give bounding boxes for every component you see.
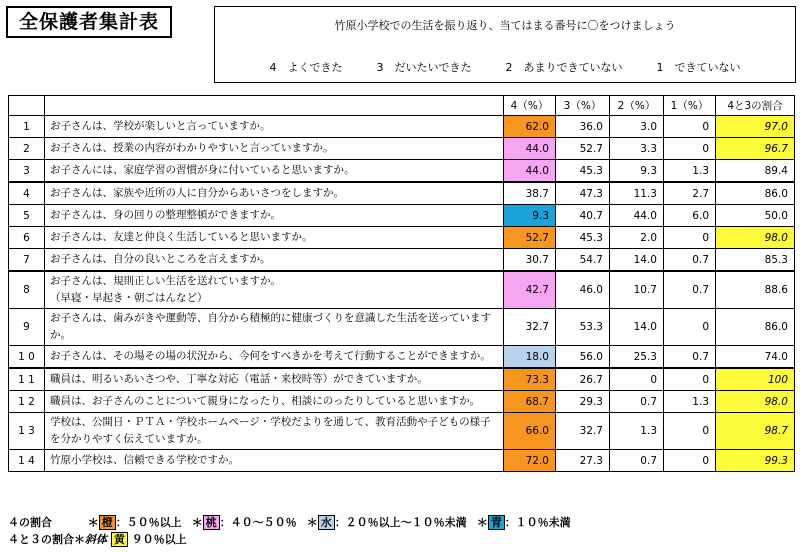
- value-3: 47.3: [556, 182, 610, 205]
- scale-2: 2 あまりできていない: [505, 61, 623, 74]
- value-1: 0: [664, 309, 716, 346]
- legend-item: [307, 516, 467, 529]
- value-2: 3.3: [610, 138, 664, 160]
- value-3: 32.7: [556, 413, 610, 450]
- row-number: 1 4: [9, 450, 45, 472]
- question-text: お子さんは、規則正しい生活を送れていますか。 （早寝・早起き・朝ごはんなど）: [45, 271, 504, 309]
- scale-3: 3 だいたいできた: [376, 61, 472, 74]
- legend-range: ：５０％以上: [115, 516, 182, 529]
- legend-item: [192, 516, 297, 529]
- value-2: 11.3: [610, 182, 664, 205]
- table-row: [9, 160, 795, 183]
- value-3: 36.0: [556, 116, 610, 138]
- ratio-4and3: 98.0: [716, 227, 795, 249]
- row-number: 6: [9, 227, 45, 249]
- legend: [8, 514, 581, 548]
- value-2: 14.0: [610, 309, 664, 346]
- legend-star: ＊: [191, 516, 203, 529]
- table-row: [9, 450, 795, 472]
- ratio-4and3: 74.0: [716, 346, 795, 369]
- question-text: お子さんは、自分の良いところを言えますか。: [45, 249, 504, 272]
- value-1: 1.3: [664, 160, 716, 183]
- legend-label-4: ４の割合: [8, 516, 52, 529]
- value-4: 66.0: [504, 413, 556, 450]
- question-text: お子さんは、歯みがきや運動等、自分から積極的に健康づくりを意識した生活を送っていますか。: [45, 309, 504, 346]
- scale-legend: [215, 59, 795, 75]
- header-3: 3（%）: [556, 96, 610, 116]
- legend-star: ＊: [306, 516, 318, 529]
- value-4: 72.0: [504, 450, 556, 472]
- page-title: 全保護者集計表: [6, 6, 172, 38]
- ratio-4and3: 96.7: [716, 138, 795, 160]
- row-number: 1 2: [9, 391, 45, 413]
- value-4: 30.7: [504, 249, 556, 272]
- header-4: 4（%）: [504, 96, 556, 116]
- value-4: 73.3: [504, 368, 556, 391]
- value-1: 0.7: [664, 249, 716, 272]
- value-3: 45.3: [556, 160, 610, 183]
- header-row: [9, 96, 795, 116]
- ratio-4and3: 88.6: [716, 271, 795, 309]
- legend-star: ＊: [87, 516, 99, 529]
- legend-label-43: ４と３の割合: [8, 533, 74, 546]
- value-2: 1.3: [610, 413, 664, 450]
- ratio-4and3: 99.3: [716, 450, 795, 472]
- value-1: 0.7: [664, 271, 716, 309]
- header-no: [9, 96, 45, 116]
- value-1: 1.3: [664, 391, 716, 413]
- legend-row-43: [8, 531, 581, 548]
- value-3: 26.7: [556, 368, 610, 391]
- row-number: 1 1: [9, 368, 45, 391]
- table-row: [9, 116, 795, 138]
- value-2: 3.0: [610, 116, 664, 138]
- header-ratio: 4と3の割合: [716, 96, 795, 116]
- value-3: 56.0: [556, 346, 610, 369]
- survey-table: [8, 95, 795, 472]
- value-4: 44.0: [504, 160, 556, 183]
- row-number: 3: [9, 160, 45, 183]
- header-2: 2（%）: [610, 96, 664, 116]
- row-number: 1 0: [9, 346, 45, 369]
- value-4: 62.0: [504, 116, 556, 138]
- legend-swatch: 桃: [203, 515, 220, 530]
- value-3: 46.0: [556, 271, 610, 309]
- legend-range: ：４０～５０％: [219, 516, 297, 529]
- table-row: [9, 205, 795, 227]
- value-1: 0: [664, 116, 716, 138]
- value-3: 45.3: [556, 227, 610, 249]
- question-text: 学校は、公開日・ＰＴＡ・学校ホームページ・学校だよりを通して、教育活動や子どもの様子を分かりやすく伝えていますか。: [45, 413, 504, 450]
- question-text: お子さんは、その場その場の状況から、今何をすべきかを考えて行動することができますか。: [45, 346, 504, 369]
- table-row: [9, 391, 795, 413]
- question-text: お子さんは、友達と仲良く生活していると思いますか。: [45, 227, 504, 249]
- question-text: 竹原小学校は、信頼できる学校ですか。: [45, 450, 504, 472]
- value-4: 52.7: [504, 227, 556, 249]
- value-2: 14.0: [610, 249, 664, 272]
- question-text: 職員は、明るいあいさつや、丁寧な対応（電話・来校時等）ができていますか。: [45, 368, 504, 391]
- value-4: 38.7: [504, 182, 556, 205]
- value-2: 2.0: [610, 227, 664, 249]
- value-1: 0: [664, 138, 716, 160]
- header-question: [45, 96, 504, 116]
- legend-row-4: [8, 514, 581, 531]
- value-3: 29.3: [556, 391, 610, 413]
- ratio-4and3: 86.0: [716, 309, 795, 346]
- row-number: 8: [9, 271, 45, 309]
- value-2: 10.7: [610, 271, 664, 309]
- legend-italic: 斜体: [85, 533, 107, 546]
- value-4: 18.0: [504, 346, 556, 369]
- value-2: 44.0: [610, 205, 664, 227]
- value-4: 44.0: [504, 138, 556, 160]
- question-text: お子さんは、学校が楽しいと言っていますか。: [45, 116, 504, 138]
- instruction-text: 竹原小学校での生活を振り返り、当てはまる番号に〇をつけましょう: [334, 19, 676, 32]
- legend-range: ：１０％未満: [504, 516, 571, 529]
- row-number: 1: [9, 116, 45, 138]
- ratio-4and3: 97.0: [716, 116, 795, 138]
- table-row: [9, 227, 795, 249]
- question-text: お子さんは、家族や近所の人に自分からあいさつをしますか。: [45, 182, 504, 205]
- row-number: 9: [9, 309, 45, 346]
- row-number: 2: [9, 138, 45, 160]
- legend-swatch: 橙: [99, 515, 116, 530]
- value-1: 0: [664, 227, 716, 249]
- ratio-4and3: 98.0: [716, 391, 795, 413]
- value-2: 0: [610, 368, 664, 391]
- value-3: 54.7: [556, 249, 610, 272]
- ratio-4and3: 85.3: [716, 249, 795, 272]
- ratio-4and3: 98.7: [716, 413, 795, 450]
- value-2: 25.3: [610, 346, 664, 369]
- scale-1: 1 できていない: [656, 61, 741, 74]
- question-text: お子さんは、授業の内容がわかりやすいと言っていますか。: [45, 138, 504, 160]
- table-row: [9, 138, 795, 160]
- value-1: 0: [664, 413, 716, 450]
- ratio-4and3: 100: [716, 368, 795, 391]
- ratio-4and3: 50.0: [716, 205, 795, 227]
- value-1: 6.0: [664, 205, 716, 227]
- table-row: [9, 182, 795, 205]
- table-row: [9, 249, 795, 272]
- value-4: 9.3: [504, 205, 556, 227]
- value-2: 9.3: [610, 160, 664, 183]
- legend-item: [477, 516, 571, 529]
- value-3: 27.3: [556, 450, 610, 472]
- legend-range: ：２０％以上～１０％未満: [334, 516, 467, 529]
- value-4: 32.7: [504, 309, 556, 346]
- header-1: 1（%）: [664, 96, 716, 116]
- table-row: [9, 309, 795, 346]
- legend-rest-43: ９０％以上: [131, 533, 187, 546]
- legend-swatch: 青: [488, 515, 505, 530]
- row-number: 5: [9, 205, 45, 227]
- table-row: [9, 271, 795, 309]
- question-text: 職員は、お子さんのことについて親身になったり、相談にのったりしていると思いますか。: [45, 391, 504, 413]
- value-1: 0: [664, 450, 716, 472]
- value-4: 42.7: [504, 271, 556, 309]
- value-2: 0.7: [610, 391, 664, 413]
- question-text: お子さんには、家庭学習の習慣が身に付いていると思いますか。: [45, 160, 504, 183]
- ratio-4and3: 86.0: [716, 182, 795, 205]
- value-2: 0.7: [610, 450, 664, 472]
- value-1: 0: [664, 368, 716, 391]
- value-3: 40.7: [556, 205, 610, 227]
- value-1: 0.7: [664, 346, 716, 369]
- table-row: [9, 413, 795, 450]
- legend-star: ＊: [476, 516, 488, 529]
- ratio-4and3: 89.4: [716, 160, 795, 183]
- legend-item: [88, 516, 182, 529]
- row-number: 1 3: [9, 413, 45, 450]
- table-row: [9, 346, 795, 369]
- legend-star: ＊: [74, 533, 85, 546]
- value-3: 52.7: [556, 138, 610, 160]
- row-number: 7: [9, 249, 45, 272]
- value-1: 2.7: [664, 182, 716, 205]
- scale-4: 4 よくできた: [269, 61, 343, 74]
- value-3: 53.3: [556, 309, 610, 346]
- table-row: [9, 368, 795, 391]
- value-4: 68.7: [504, 391, 556, 413]
- row-number: 4: [9, 182, 45, 205]
- question-text: お子さんは、身の回りの整理整頓ができますか。: [45, 205, 504, 227]
- legend-swatch: 水: [318, 515, 335, 530]
- instruction-box: [214, 6, 796, 83]
- legend-yellow-swatch: 黄: [111, 532, 128, 547]
